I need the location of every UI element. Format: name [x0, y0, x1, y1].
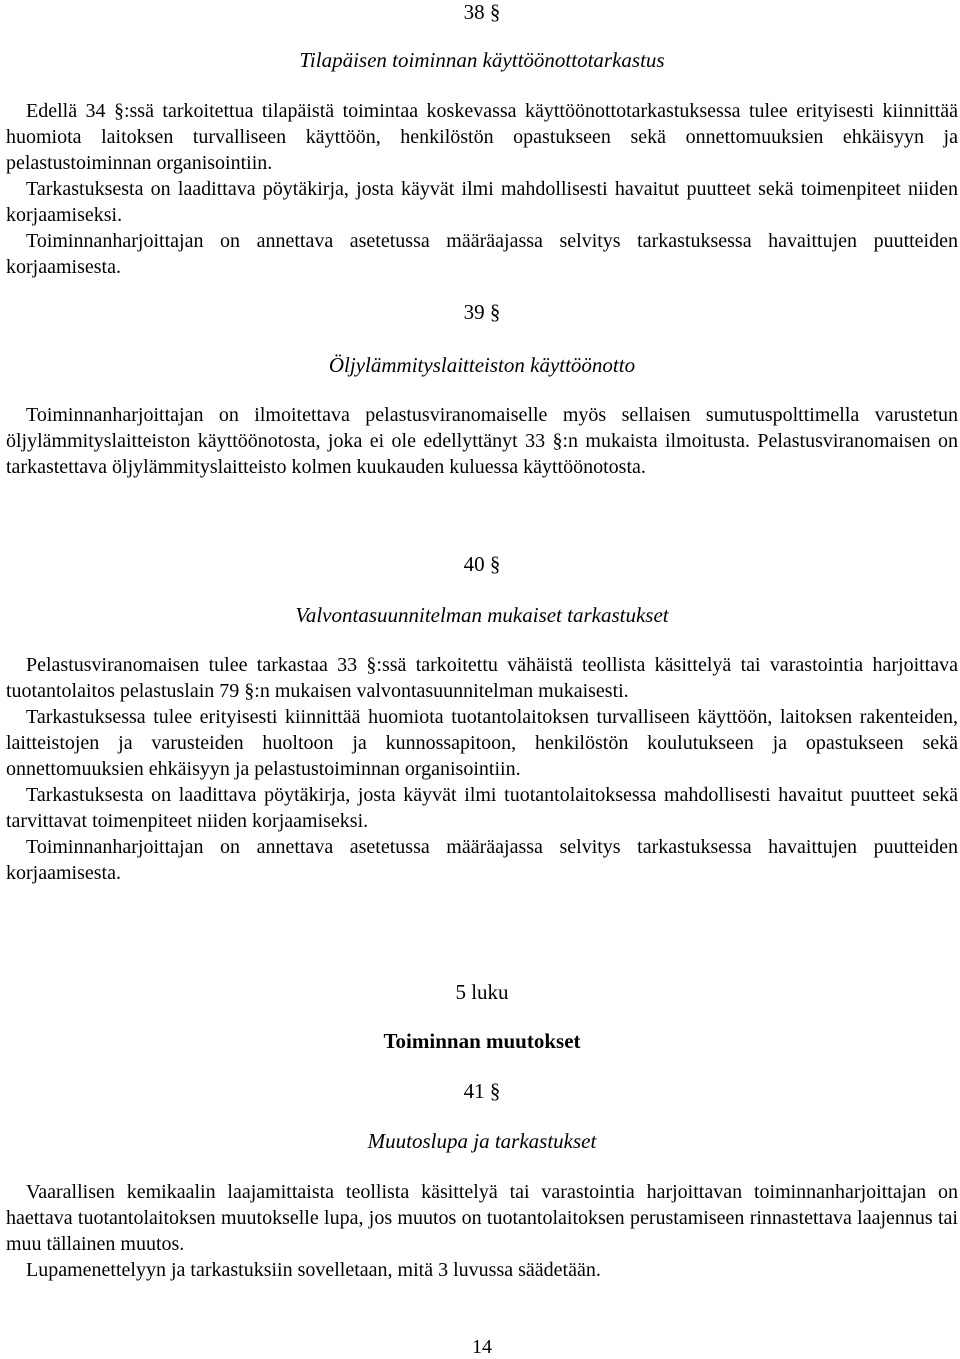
section-40-number: 40 §	[463, 552, 501, 576]
section-40-body	[6, 652, 958, 886]
section-39-number: 39 §	[463, 300, 501, 324]
section-41-paragraph-2: Lupamenettelyyn ja tarkastuksiin sovelletaan, mitä 3 luvussa säädetään.	[26, 1259, 601, 1281]
section-38-body	[6, 98, 958, 280]
section-41-body	[6, 1179, 958, 1283]
section-41-paragraph-1: Vaarallisen kemikaalin laajamittaista teollista käsittelyä tai varastointia harjoittavan toiminnanharjoittajan on haettava tuotantolaitoksen muutokselle lupa, jos muutos on tuotantolaitoksen perustamiseen rinnastettava laajennus tai muu tällainen muutos.	[6, 1181, 958, 1255]
document-page	[6, 0, 958, 1359]
section-38-paragraph-3: Toiminnanharjoittajan on annettava asetetussa määräajassa selvitys tarkastuksessa havaittujen puutteiden korjaamisesta.	[6, 230, 958, 278]
chapter-title: Toiminnan muutokset	[383, 1029, 581, 1053]
section-39-paragraph-1: Toiminnanharjoittajan on ilmoitettava pelastusviranomaiselle myös sellaisen sumutuspolttimella varustetun öljylämmityslaitteiston käyttöönotosta, joka ei ole edellyttänyt 33 §:n mukaista ilmoitusta. Pelastusviranomaisen on tarkastettava öljylämmityslaitteisto kolmen kuukauden kuluessa käyttöönotosta.	[6, 404, 958, 478]
section-39-title: Öljylämmityslaitteiston käyttöönotto	[328, 353, 636, 377]
section-38-paragraph-1: Edellä 34 §:ssä tarkoitettua tilapäistä toimintaa koskevassa käyttöönottotarkastuksessa tulee erityisesti kiinnittää huomiota laitoksen turvalliseen käyttöön, henkilöstön opastukseen sekä onnettomuuksien ehkäisyyn ja pelastustoiminnan organisointiin.	[6, 100, 958, 174]
section-38-number: 38 §	[463, 0, 501, 24]
chapter-number: 5 luku	[455, 980, 509, 1004]
section-40-paragraph-4: Toiminnanharjoittajan on annettava asetetussa määräajassa selvitys tarkastuksessa havaittujen puutteiden korjaamisesta.	[6, 836, 958, 884]
section-41-title: Muutoslupa ja tarkastukset	[367, 1129, 597, 1153]
section-41-number: 41 §	[463, 1079, 501, 1103]
section-40-title: Valvontasuunnitelman mukaiset tarkastukset	[295, 603, 669, 627]
section-40-paragraph-2: Tarkastuksessa tulee erityisesti kiinnittää huomiota tuotantolaitoksen turvalliseen käyttöön, laitoksen rakenteiden, laitteistojen ja varusteiden huoltoon ja kunnossapitoon, henkilöstön koulutukseen ja opastukseen sekä onnettomuuksien ehkäisyyn ja pelastustoiminnan organisointiin.	[6, 706, 958, 780]
section-40-paragraph-1: Pelastusviranomaisen tulee tarkastaa 33 §:ssä tarkoitettu vähäistä teollista käsittelyä tai varastointia harjoittava tuotantolaitos pelastuslain 79 §:n mukaisen valvontasuunnitelman mukaisesti.	[6, 654, 958, 702]
page-number: 14	[472, 1336, 492, 1358]
section-38-paragraph-2: Tarkastuksesta on laadittava pöytäkirja, josta käyvät ilmi mahdollisesti havaitut puutteet sekä toimenpiteet niiden korjaamiseksi.	[6, 178, 958, 226]
section-39-body	[6, 402, 958, 480]
section-38-title: Tilapäisen toiminnan käyttöönottotarkastus	[299, 48, 665, 72]
section-40-paragraph-3: Tarkastuksesta on laadittava pöytäkirja, josta käyvät ilmi tuotantolaitoksessa mahdollisesti havaitut puutteet sekä tarvittavat toimenpiteet niiden korjaamiseksi.	[6, 784, 958, 832]
